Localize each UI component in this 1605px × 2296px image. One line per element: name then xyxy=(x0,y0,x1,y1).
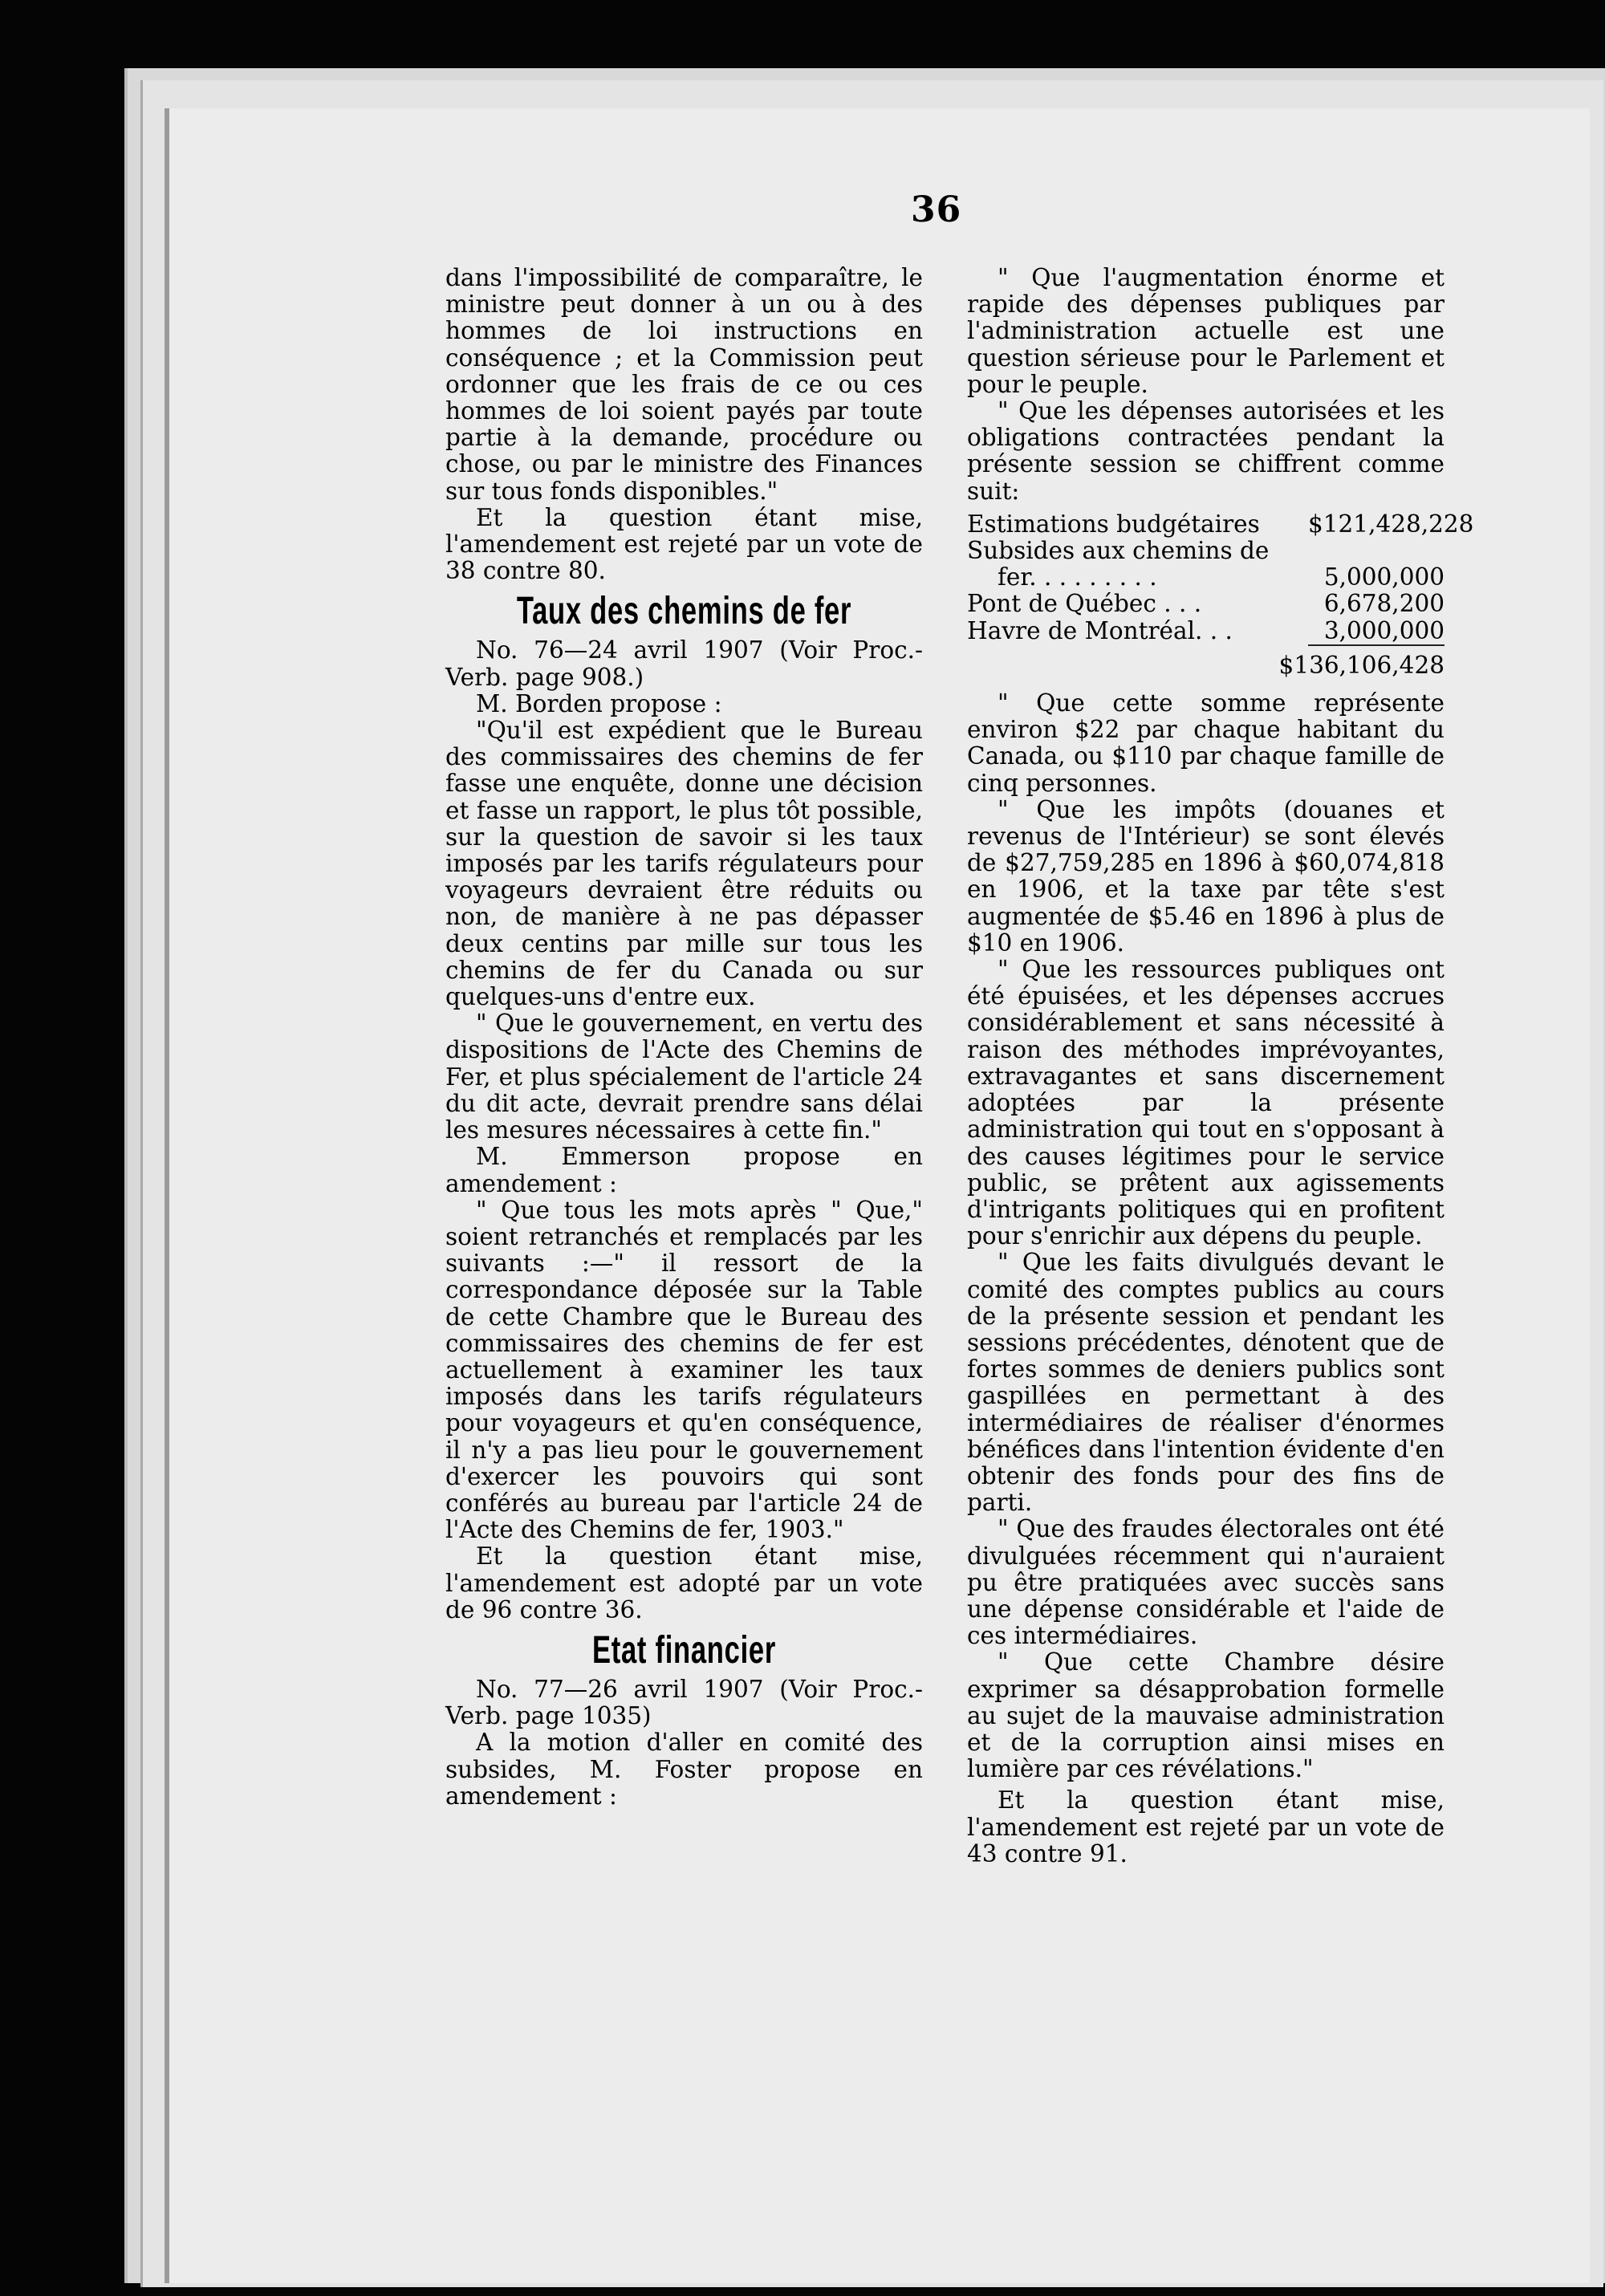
paragraph: A la motion d'aller en comité des subsides, M. Foster propose en amendement : xyxy=(445,1729,923,1810)
expense-table xyxy=(967,510,1474,646)
paragraph: No. 76—24 avril 1907 (Voir Proc.-Verb. page 908.) xyxy=(445,636,923,691)
paragraph: " Que tous les mots après " Que," soient retranchés et remplacés par les suivants :—" il ressort de la correspondance déposée sur la Table de cette Chambre que le Bureau des commissaires des chemins de fer est actuellement à examiner les taux imposés dans les tarifs régulateurs pour voyageurs et qu'en conséquence, il n'y a pas lieu pour le gouvernement d'exercer les pouvoirs qui sont conférés au bureau par l'article 24 de l'Acte des Chemins de fer, 1903." xyxy=(445,1196,923,1544)
expense-label: Subsides aux chemins de xyxy=(967,537,1270,565)
right-column xyxy=(967,264,1474,1867)
paragraph: " Que les impôts (douanes et revenus de l'Intérieur) se sont élevés de $27,759,285 en 1896 à $60,074,818 en 1906, et la taxe par tête s'est augmentée de $5.46 en 1896 à plus de $10 en 1906. xyxy=(967,795,1444,957)
paragraph: M. Borden propose : xyxy=(476,689,722,717)
expense-label: fer. . . . . . . . . xyxy=(998,563,1157,591)
paragraph: " Que cette Chambre désire exprimer sa désapprobation formelle au sujet de la mauvaise administration et de la corruption ainsi mises en lumière par ces révélations." xyxy=(967,1648,1444,1783)
paragraph: "Qu'il est expédient que le Bureau des commissaires des chemins de fer fasse une enquête, donne une décision et fasse un rapport, le plus tôt possible, sur la question de savoir si les taux imposés par les tarifs régulateurs pour voyageurs devraient être réduits ou non, de manière à ne pas dépasser deux centins par mille sur tous les chemins de fer du Canada ou sur quelques-uns d'entre eux. xyxy=(445,717,923,1011)
page-number: 36 xyxy=(911,189,962,230)
section-heading-etat-financier: Etat financier xyxy=(591,1628,777,1672)
paragraph: Et la question étant mise, l'amendement est rejeté par un vote de 38 contre 80. xyxy=(445,503,923,585)
left-column xyxy=(445,265,923,1810)
expense-value: $121,428,228 xyxy=(1308,510,1474,538)
paragraph: " Que les dépenses autorisées et les obligations contractées pendant la présente session se chiffrent comme suit: xyxy=(967,397,1444,505)
expense-label: Estimations budgétaires xyxy=(967,510,1260,538)
paragraph: dans l'impossibilité de comparaître, le ministre peut donner à un ou à des hommes de loi instructions en conséquence ; et la Commission peut ordonner que les frais de ce ou ces hommes de loi soient payés par toute partie à la demande, procédure ou chose, ou par le ministre des Finances sur tous fonds disponibles." xyxy=(445,264,923,505)
expense-value: 6,678,200 xyxy=(1323,590,1444,618)
expense-row xyxy=(967,564,1444,591)
expense-value: 3,000,000 xyxy=(1308,618,1444,646)
expense-label: Pont de Québec . . . xyxy=(967,590,1202,618)
paragraph: " Que le gouvernement, en vertu des dispositions de l'Acte des Chemins de Fer, et plus spécialement de l'article 24 du dit acte, devrait prendre sans délai les mesures nécessaires à cette fin." xyxy=(445,1010,923,1144)
paragraph: Et la question étant mise, l'amendement est rejeté par un vote de 43 contre 91. xyxy=(967,1786,1444,1867)
paragraph: Et la question étant mise, l'amendement est adopté par un vote de 96 contre 36. xyxy=(445,1542,923,1623)
expense-value xyxy=(1308,538,1444,564)
expense-row xyxy=(967,538,1444,564)
paragraph: No. 77—26 avril 1907 (Voir Proc.-Verb. page 1035) xyxy=(445,1675,923,1730)
expense-value: 5,000,000 xyxy=(1323,563,1444,591)
paragraph: " Que l'augmentation énorme et rapide des dépenses publiques par l'administration actuelle est une question sérieuse pour le Parlement et pour le peuple. xyxy=(967,264,1444,398)
expense-row xyxy=(967,510,1474,538)
expense-row xyxy=(967,618,1444,646)
paragraph: M. Emmerson propose en amendement : xyxy=(445,1143,923,1197)
paragraph: " Que les faits divulgués devant le comité des comptes publics au cours de la présente session et pendant les sessions précédentes, dénotent que de fortes sommes de deniers publics sont gaspillées en permettant à des intermédiaires de réaliser d'énormes bénéfices dans l'intention évidente d'en obtenir des fonds pour des fins de parti. xyxy=(967,1249,1444,1517)
paragraph: " Que cette somme représente environ $22 par chaque habitant du Canada, ou $110 par chaque famille de cinq personnes. xyxy=(967,689,1444,797)
expense-row xyxy=(967,591,1444,617)
expense-total: $136,106,428 xyxy=(1278,651,1444,679)
paragraph: " Que des fraudes électorales ont été divulguées récemment qui n'auraient pu être pratiquées avec succès sans une dépense considérable et l'aide de ces intermédiaires. xyxy=(967,1515,1444,1650)
section-heading-taux: Taux des chemins de fer xyxy=(516,590,852,633)
expense-label: Havre de Montréal. . . xyxy=(967,616,1233,644)
paragraph: " Que les ressources publiques ont été épuisées, et les dépenses accrues considérablement et sans nécessité à raison des méthodes imprévoyantes, extravagantes et sans discernement adoptées par la présente administration qui tout en s'opposant à des causes légitimes pour le service public, se prêtent aux agissements d'intrigants politiques qui en profitent pour s'enrichir aux dépens du peuple. xyxy=(967,956,1444,1250)
